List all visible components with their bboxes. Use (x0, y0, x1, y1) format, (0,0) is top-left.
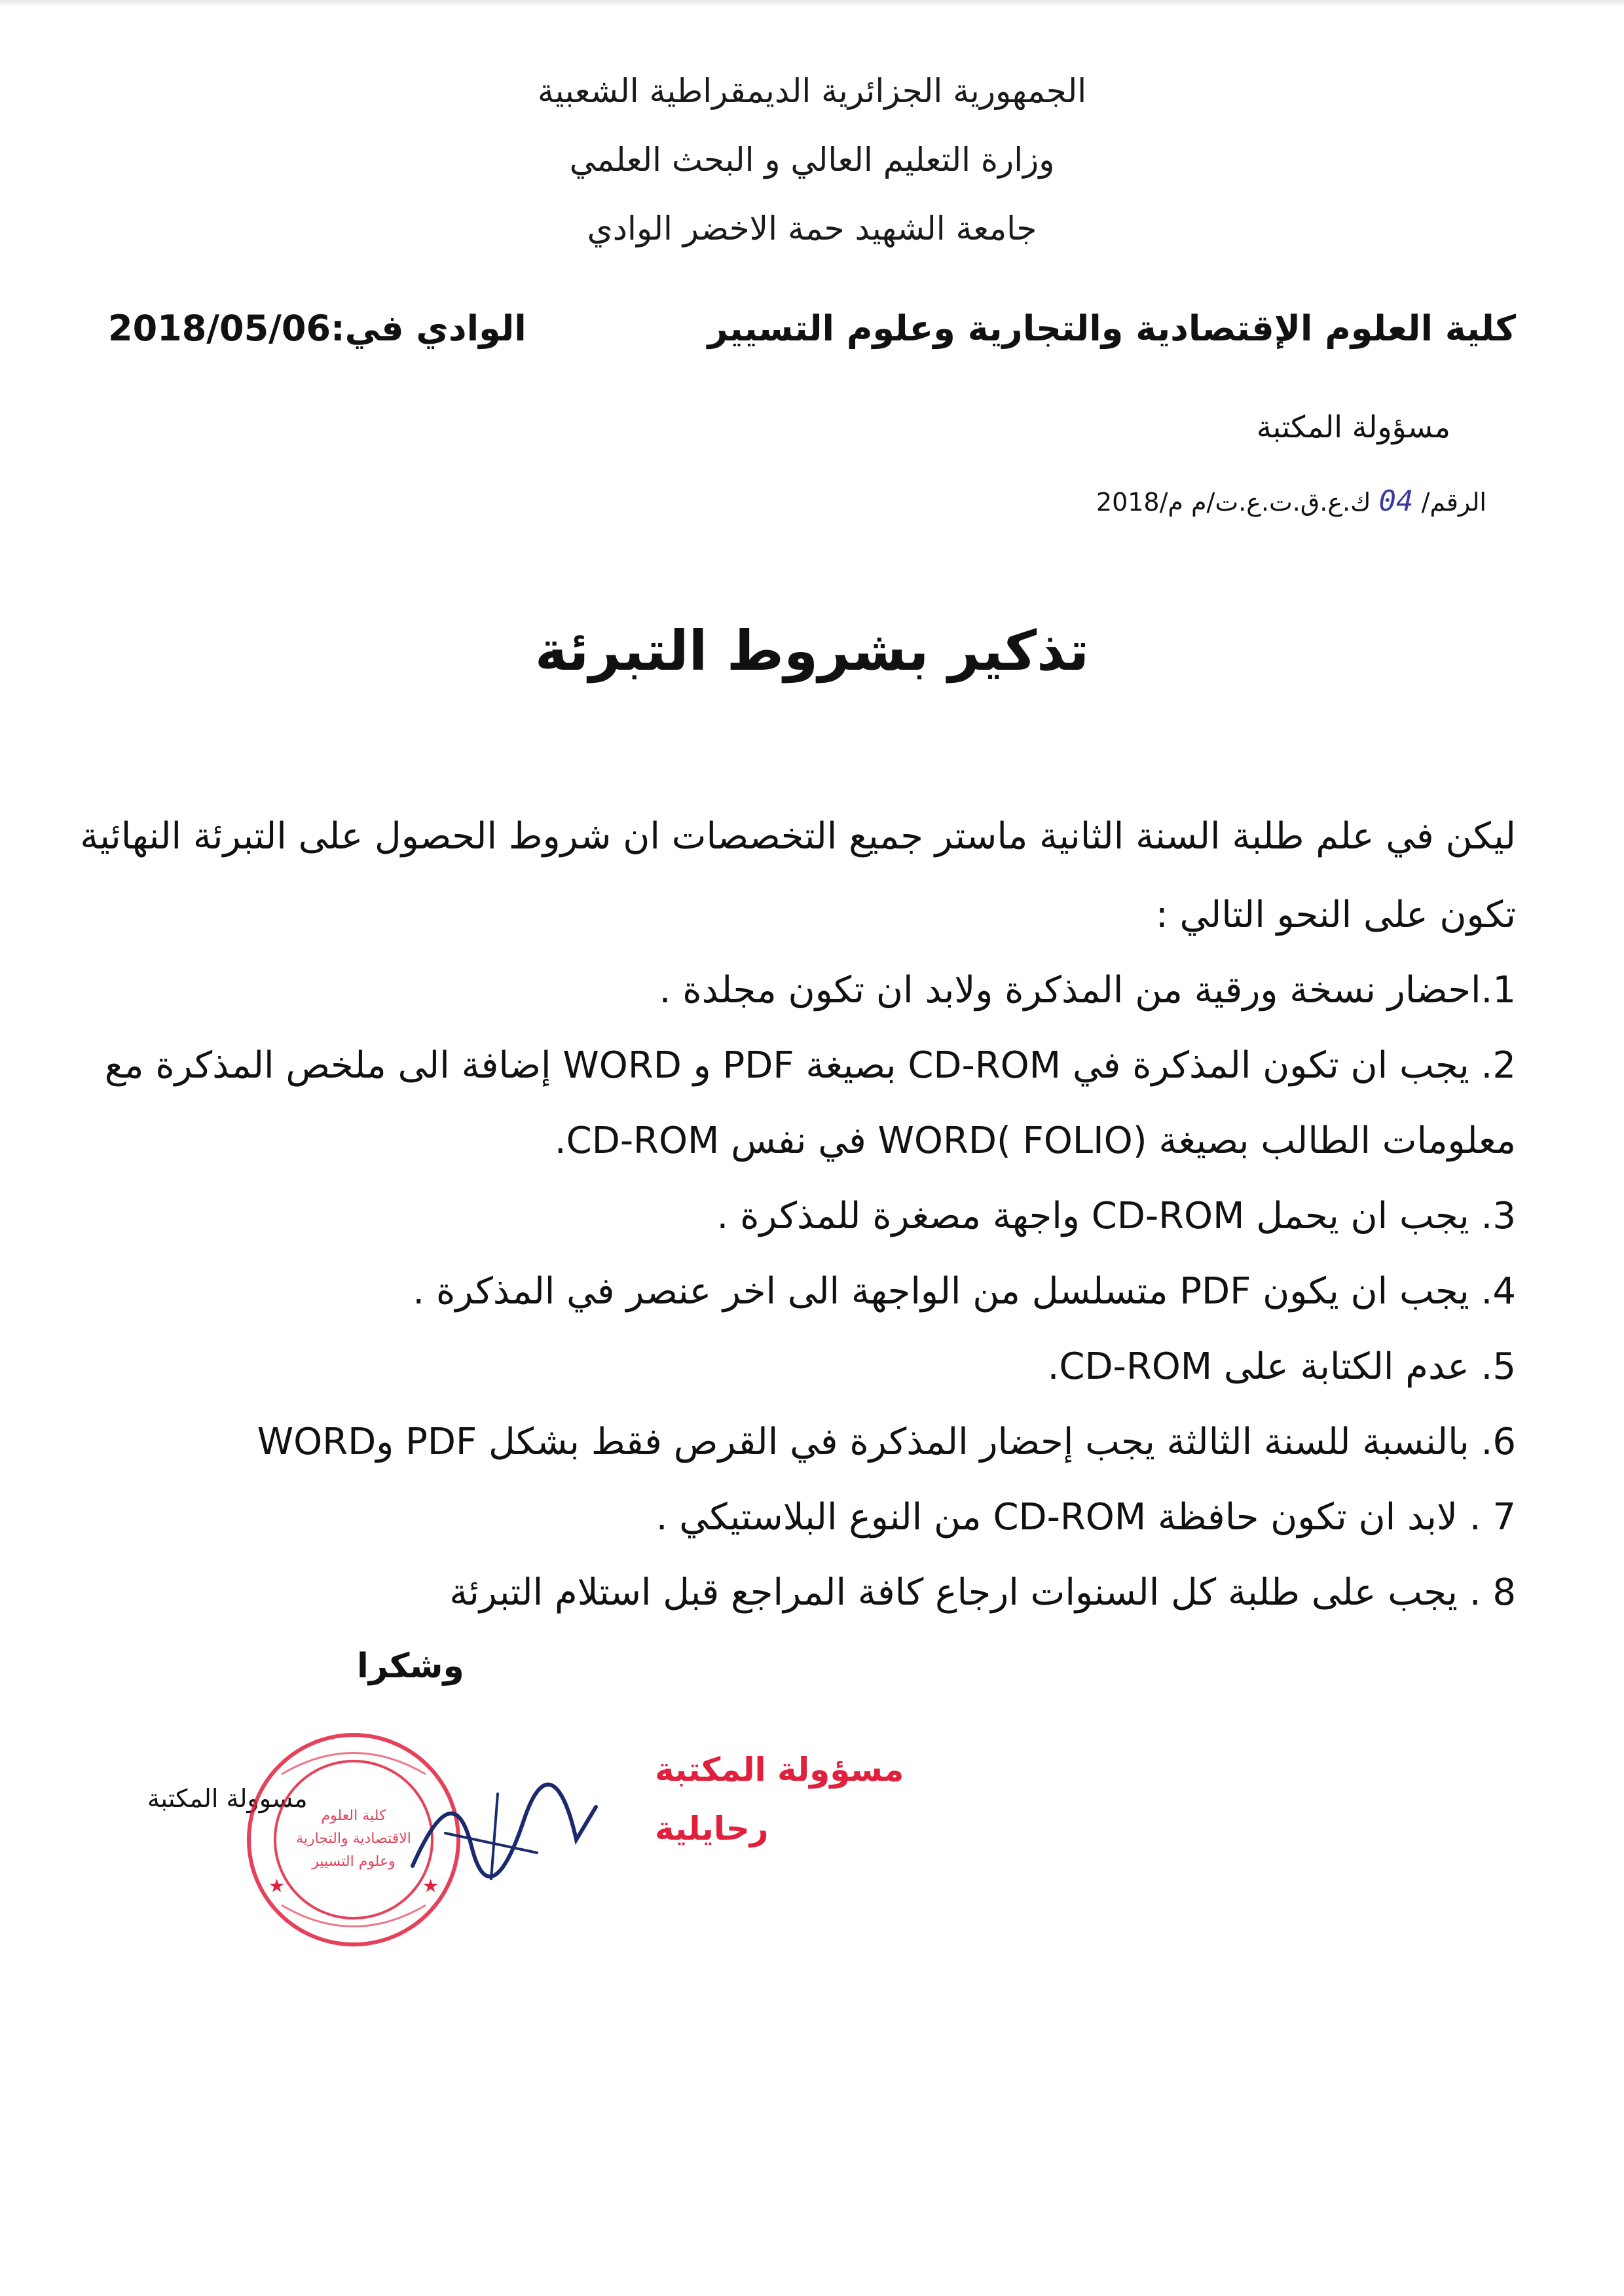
intro-line-2: تكون على النحو التالي : (1155, 894, 1516, 936)
condition-item-8: 8 . يجب على طلبة كل السنوات ارجاع كافة المراجع قبل استلام التبرئة (449, 1571, 1516, 1614)
svg-text:كلية العلوم: كلية العلوم (321, 1808, 386, 1824)
condition-item-2: 2. يجب ان تكون المذكرة في CD-ROM بصيغة PDF و WORD إضافة الى ملخص المذكرة مع (104, 1044, 1516, 1087)
reference-line (1096, 484, 1486, 518)
reference-handwritten-number: 04 (1378, 484, 1414, 518)
condition-item-6: 6. بالنسبة للسنة الثالثة يجب إحضار المذكرة في القرص فقط بشكل PDF وWORD (257, 1421, 1516, 1463)
republic-heading: الجمهورية الجزائرية الديمقراطية الشعبية (537, 72, 1087, 110)
ministry-heading: وزارة التعليم العالي و البحث العلمي (569, 141, 1055, 179)
document-title: تذكير بشروط التبرئة (534, 619, 1090, 683)
svg-text:رحايلية: رحايلية (655, 1810, 769, 1848)
svg-text:★: ★ (422, 1875, 439, 1897)
condition-item-4: 4. يجب ان يكون PDF متسلسل من الواجهة الى اخر عنصر في المذكرة . (413, 1270, 1516, 1313)
svg-text:★: ★ (268, 1875, 286, 1897)
svg-text:الاقتصادية والتجارية: الاقتصادية والتجارية (296, 1831, 411, 1847)
condition-item-7: 7 . لابد ان تكون حافظة CD-ROM من النوع البلاستيكي . (655, 1496, 1516, 1539)
intro-line-1: ليكن في علم طلبة السنة الثانية ماستر جميع التخصصات ان شروط الحصول على التبرئة النهائية (80, 815, 1516, 858)
signatory-title: مسوولة المكتبة (147, 1784, 308, 1813)
handwritten-signature (399, 1768, 616, 1899)
condition-item-2-cont: معلومات الطالب بصيغة WORD( FOLIO) في نفس CD-ROM. (554, 1120, 1516, 1162)
condition-item-5: 5. عدم الكتابة على CD-ROM. (1047, 1345, 1516, 1388)
department-label: مسؤولة المكتبة (1256, 409, 1450, 445)
date-line: الوادي في:2018/05/06 (108, 308, 526, 349)
svg-text:وعلوم التسيير: وعلوم التسيير (312, 1853, 396, 1870)
svg-text:مسؤولة المكتبة: مسؤولة المكتبة (655, 1751, 904, 1789)
reference-label: الرقم/ (1421, 488, 1486, 517)
condition-item-3: 3. يجب ان يحمل CD-ROM واجهة مصغرة للمذكرة . (716, 1195, 1516, 1237)
condition-item-1: 1.احضار نسخة ورقية من المذكرة ولابد ان تكون مجلدة . (659, 969, 1516, 1011)
reference-code: ك.ع.ق.ت.ع.ت/م م/2018 (1096, 488, 1371, 517)
faculty-name: كلية العلوم الإقتصادية والتجارية وعلوم التسيير (707, 308, 1516, 349)
university-heading: جامعة الشهيد حمة الاخضر الوادي (587, 210, 1037, 247)
closing-thanks: وشكرا (357, 1647, 464, 1686)
signature-graphic (399, 1768, 616, 1899)
scan-edge (0, 0, 1624, 7)
